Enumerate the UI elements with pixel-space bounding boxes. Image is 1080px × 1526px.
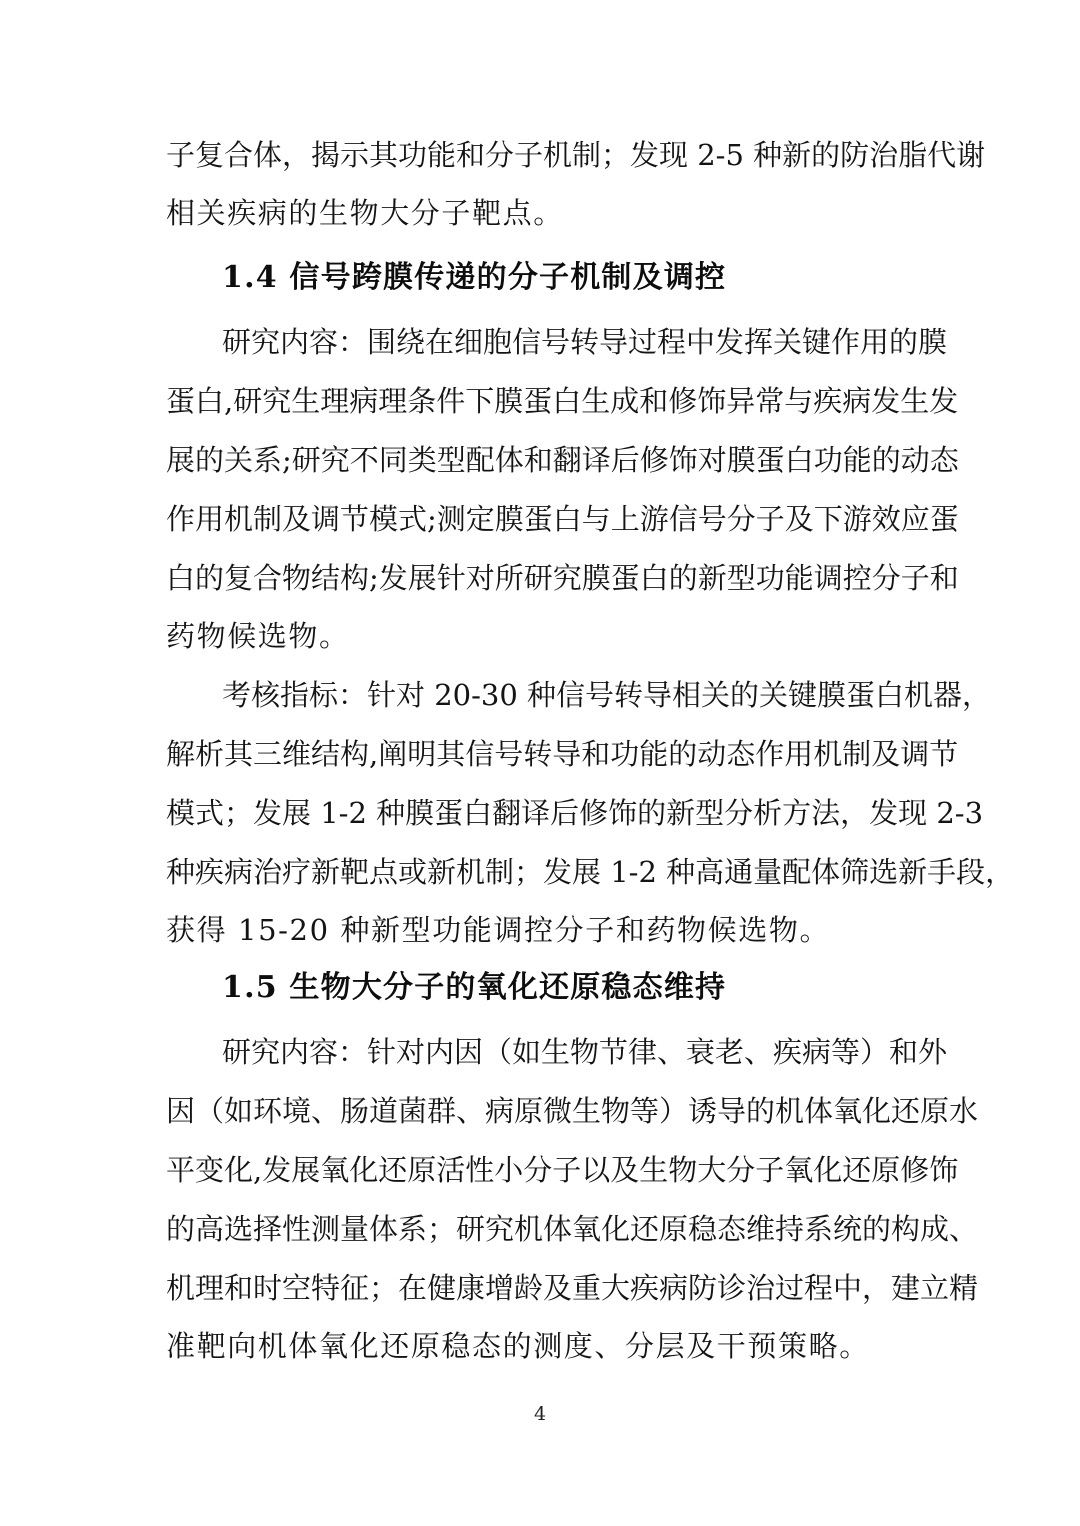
page-number: 4 — [533, 1403, 547, 1425]
intro-line-2: 相关疾病的生物大分子靶点。 — [166, 196, 564, 230]
s14-as-line-1: 考核指标：针对 20-30 种信号转导相关的关键膜蛋白机器， — [222, 678, 992, 712]
s14-as-line-5: 获得 15-20 种新型功能调控分子和药物候选物。 — [166, 913, 831, 947]
s14-rc-line-5: 白的复合物结构;发展针对所研究膜蛋白的新型功能调控分子和 — [166, 561, 959, 595]
s15-rc-line-5: 机理和时空特征；在健康增龄及重大疾病防诊治过程中，建立精 — [166, 1271, 979, 1305]
s14-as-line-2: 解析其三维结构,阐明其信号转导和功能的动态作用机制及调节 — [166, 737, 959, 771]
section-1-4-heading: 1.4 信号跨膜传递的分子机制及调控 — [222, 260, 727, 295]
section-1-5-heading: 1.5 生物大分子的氧化还原稳态维持 — [222, 970, 727, 1005]
s14-rc-line-6: 药物候选物。 — [166, 619, 350, 653]
intro-line-1: 子复合体，揭示其功能和分子机制；发现 2-5 种新的防治脂代谢 — [166, 138, 986, 172]
s14-rc-line-2: 蛋白,研究生理病理条件下膜蛋白生成和修饰异常与疾病发生发 — [166, 384, 959, 418]
s15-rc-line-1: 研究内容：针对内因（如生物节律、衰老、疾病等）和外 — [222, 1035, 948, 1069]
s15-rc-line-6: 准靶向机体氧化还原稳态的测度、分层及干预策略。 — [166, 1329, 870, 1363]
s14-rc-line-3: 展的关系;研究不同类型配体和翻译后修饰对膜蛋白功能的动态 — [166, 443, 959, 477]
s14-as-line-3: 模式；发展 1-2 种膜蛋白翻译后修饰的新型分析方法，发现 2-3 — [166, 796, 984, 830]
s15-rc-line-4: 的高选择性测量体系；研究机体氧化还原稳态维持系统的构成、 — [166, 1212, 979, 1246]
s14-rc-line-4: 作用机制及调节模式;测定膜蛋白与上游信号分子及下游效应蛋 — [166, 502, 959, 536]
s15-rc-line-3: 平变化,发展氧化还原活性小分子以及生物大分子氧化还原修饰 — [166, 1153, 959, 1187]
s14-as-line-4: 种疾病治疗新靶点或新机制；发展 1-2 种高通量配体筛选新手段， — [166, 855, 1015, 889]
s15-rc-line-2: 因（如环境、肠道菌群、病原微生物等）诱导的机体氧化还原水 — [166, 1094, 979, 1128]
s14-rc-line-1: 研究内容：围绕在细胞信号转导过程中发挥关键作用的膜 — [222, 325, 948, 359]
